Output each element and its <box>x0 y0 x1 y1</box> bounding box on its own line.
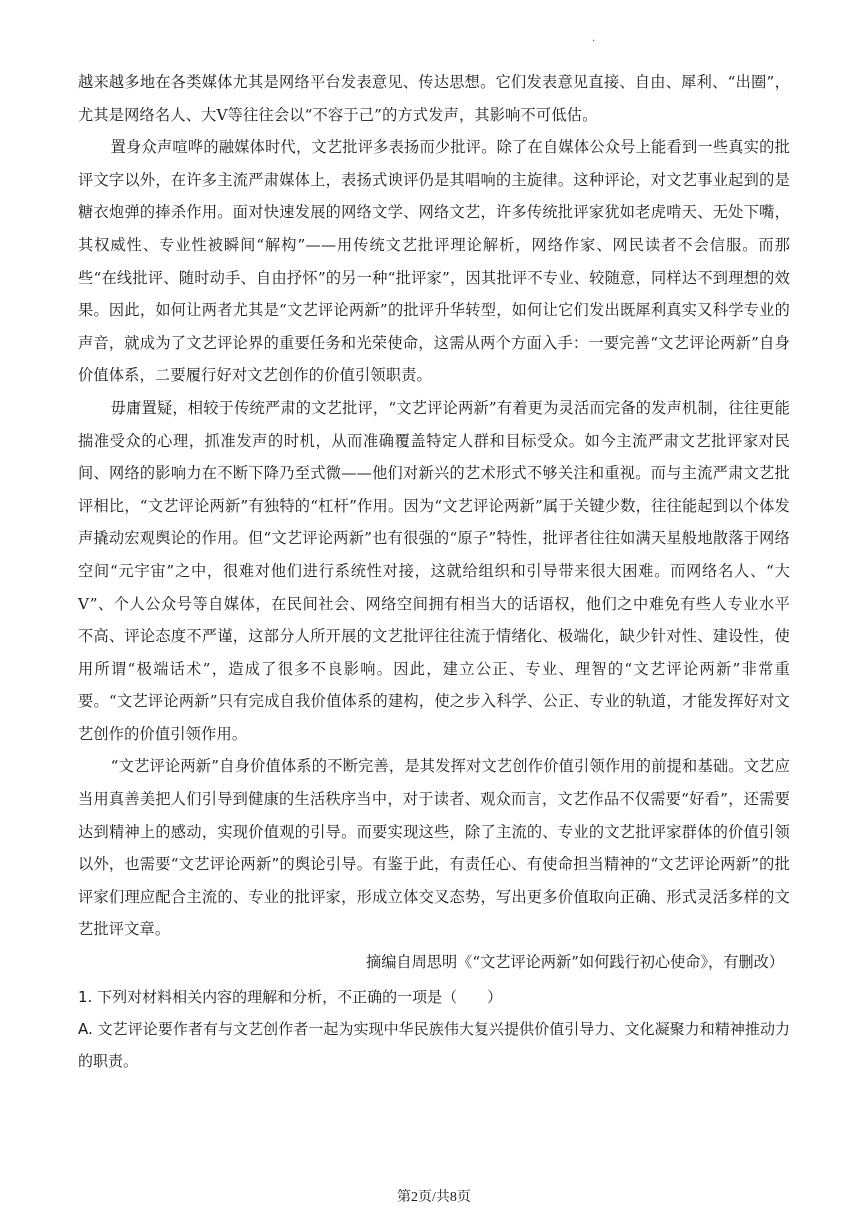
paragraph-criticism-era: 置身众声喧哗的融媒体时代，文艺批评多表扬而少批评。除了在自媒体公众号上能看到一些真实的批评文字以外，在许多主流严肃媒体上，表扬式谀评仍是其唱响的主旋律。这种评论，对文艺事业起到的是糖衣炮弹的捧杀作用。面对快速发展的网络文学、网络文艺，许多传统批评家犹如老虎啃天、无处下嘴，其权威性、专业性被瞬间“解构”——用传统文艺批评理论解析，网络作家、网民读者不会信服。而那些“在线批评、随时动手、自由抒怀”的另一种“批评家”，因其批评不专业、较随意，同样达不到理想的效果。因此，如何让两者尤其是“文艺评论两新”的批评升华转型，如何让它们发出既犀利真实又科学专业的声音，就成为了文艺评论界的重要任务和光荣使命，这需从两个方面入手：一要完善“文艺评论两新”自身价值体系，二要履行好对文艺创作的价值引领职责。 <box>78 138 790 385</box>
source-citation: 摘编自周思明《“文艺评论两新”如何践行初心使命》，有删改） <box>366 953 784 972</box>
paragraph-value-system: “文艺评论两新”自身价值体系的不断完善，是其发挥对文艺创作价值引领作用的前提和基础。文艺应当用真善美把人们引导到健康的生活秩序当中，对于读者、观众而言，文艺作品不仅需要“好看”，还需要达到精神上的感动，实现价值观的引导。而要实现这些，除了主流的、专业的文艺批评家群体的价值引领以外，也需要“文艺评论两新”的舆论引导。有鉴于此，有责任心、有使命担当精神的“文艺评论两新”的批评家们理应配合主流的、专业的批评家，形成立体交叉态势，写出更多价值取向正确、形式灵活多样的文艺批评文章。 <box>78 757 790 939</box>
question-1-option-a: A. 文艺评论要作者有与文艺创作者一起为实现中华民族伟大复兴提供价值引导力、文化凝聚力和精神推动力的职责。 <box>78 1019 790 1071</box>
paragraph-mechanism: 毋庸置疑，相较于传统严肃的文艺批评，“文艺评论两新”有着更为灵活而完备的发声机制，往往更能揣准受众的心理，抓准发声的时机，从而准确覆盖特定人群和目标受众。如今主流严肃文艺批评家对民间、网络的影响力在不断下降乃至式微——他们对新兴的艺术形式不够关注和重视。而与主流严肃文艺批评相比，“文艺评论两新”有独特的“杠杆”作用。因为“文艺评论两新”属于关键少数，往往能起到以个体发声撬动宏观舆论的作用。但“文艺评论两新”也有很强的“原子”特性，批评者往往如满天星般地散落于网络空间“元宇宙”之中，很难对他们进行系统性对接，这就给组织和引导带来很大困难。而网络名人、“大V”、个人公众号等自媒体，在民间社会、网络空间拥有相当大的话语权，他们之中难免有些人专业水平不高、评论态度不严谨，这部分人所开展的文艺批评往往流于情绪化、极端化，缺少针对性、建设性，使用所谓“极端话术”，造成了很多不良影响。因此，建立公正、专业、理智的“文艺评论两新”非常重要。“文艺评论两新”只有完成自我价值体系的建构，使之步入科学、公正、专业的轨道，才能发挥好对文艺创作的价值引领作用。 <box>78 398 790 743</box>
question-1-stem: 1. 下列对材料相关内容的理解和分析，不正确的一项是（ ） <box>78 987 503 1006</box>
page-number: 第2页/共8页 <box>397 1190 471 1205</box>
scan-dot: · <box>592 36 596 47</box>
paragraph-continued: 越来越多地在各类媒体尤其是网络平台发表意见、传达思想。它们发表意见直接、自由、犀利、“出圈”，尤其是网络名人、大V等往往会以“不容于己”的方式发声，其影响不可低估。 <box>78 73 790 124</box>
article-body <box>78 66 790 1078</box>
